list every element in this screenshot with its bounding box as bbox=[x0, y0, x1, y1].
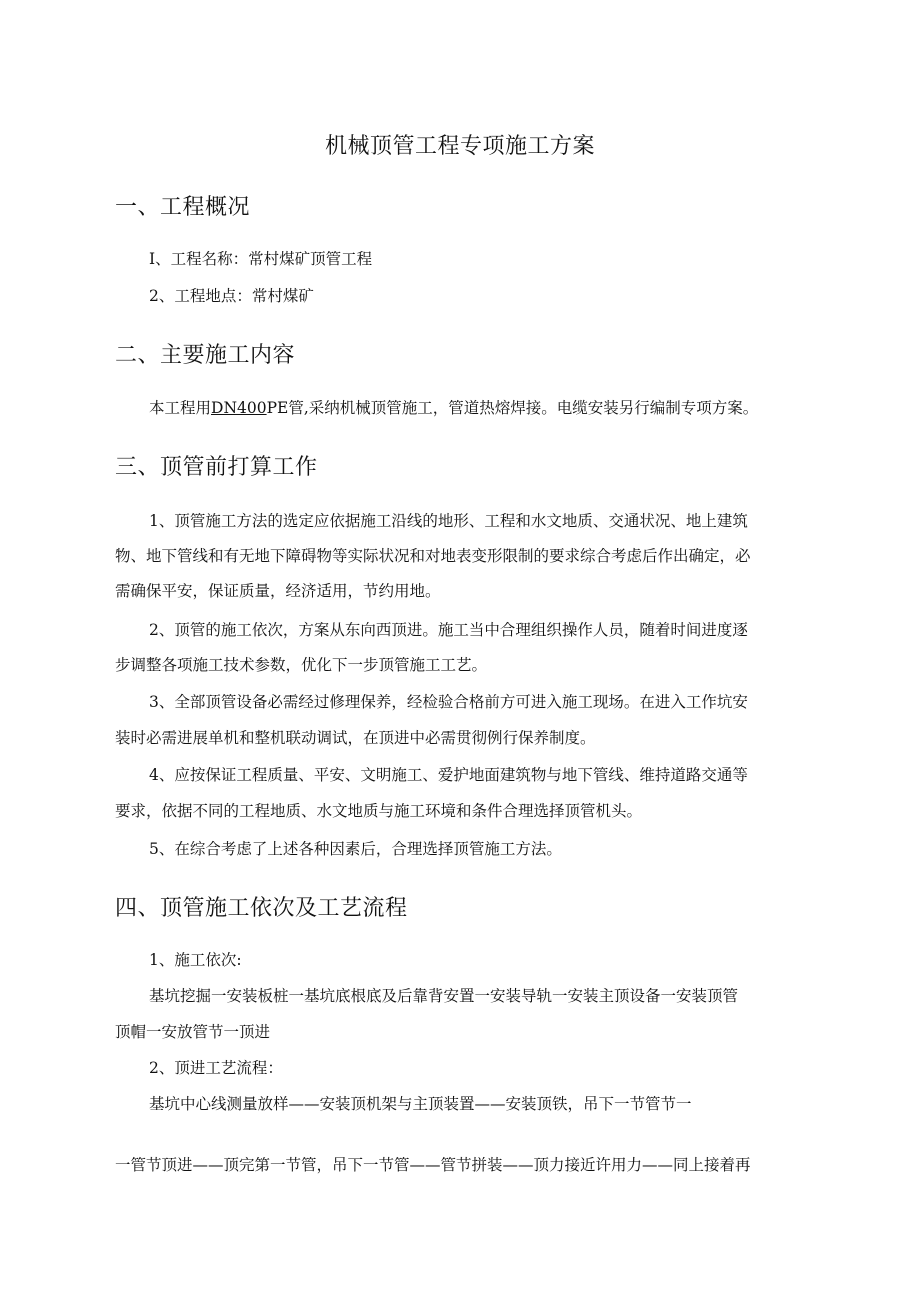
project-location-line: 2、工程地点：常村煤矿 bbox=[149, 287, 314, 305]
section-heading-sequence-process: 四、顶管施工依次及工艺流程 bbox=[115, 896, 408, 921]
main-content-text-pre: 本工程用 bbox=[149, 399, 212, 417]
jacking-process-line-2: 一管节顶进——顶完第一节管，吊下一节管——管节拼装——顶力接近许用力——同上接着再 bbox=[115, 1156, 751, 1174]
jacking-process-subheading: 2、顶进工艺流程： bbox=[149, 1059, 283, 1077]
prep-paragraph-3-line-1: 3、全部顶管设备必需经过修理保养，经检验合格前方可进入施工现场。在进入工作坑安 bbox=[149, 693, 748, 711]
main-content-text-post: PE管,采纳机械顶管施工，管道热熔焊接。电缆安装另行编制专项方案。 bbox=[266, 399, 759, 417]
construction-sequence-line-2: 顶帽一安放管节一顶进 bbox=[115, 1023, 271, 1041]
document-title: 机械顶管工程专项施工方案 bbox=[324, 134, 595, 159]
prep-paragraph-1-line-2: 物、地下管线和有无地下障碍物等实际状况和对地表变形限制的要求综合考虑后作出确定，必 bbox=[115, 547, 751, 565]
main-content-paragraph bbox=[149, 397, 820, 419]
prep-paragraph-5: 5、在综合考虑了上述各种因素后，合理选择顶管施工方法。 bbox=[149, 840, 562, 858]
prep-paragraph-4-line-2: 要求，依据不同的工程地质、水文地质与施工环境和条件合理选择顶管机头。 bbox=[115, 802, 643, 820]
prep-paragraph-1-line-1: 1、顶管施工方法的选定应依据施工沿线的地形、工程和水文地质、交通状况、地上建筑 bbox=[149, 512, 748, 530]
construction-sequence-line-1: 基坑挖掘一安装板桩一基坑底根底及后靠背安置一安装导轨一安装主顶设备一安装顶管 bbox=[149, 987, 739, 1005]
prep-paragraph-1-line-3: 需确保平安，保证质量，经济适用，节约用地。 bbox=[115, 582, 441, 600]
project-name-line: I、工程名称：常村煤矿顶管工程 bbox=[149, 250, 373, 268]
prep-paragraph-2-line-2: 步调整各项施工技术参数，优化下一步顶管施工工艺。 bbox=[115, 656, 488, 674]
prep-paragraph-3-line-2: 装时必需进展单机和整机联动调试，在顶进中必需贯彻例行保养制度。 bbox=[115, 729, 596, 747]
section-heading-overview: 一、工程概况 bbox=[115, 195, 251, 220]
prep-paragraph-2-line-1: 2、顶管的施工依次，方案从东向西顶进。施工当中合理组织操作人员，随着时间进度逐 bbox=[149, 621, 748, 639]
pipe-spec-underlined: DN400 bbox=[211, 399, 267, 417]
section-heading-preparation: 三、顶管前打算工作 bbox=[115, 455, 318, 480]
section-heading-main-content: 二、主要施工内容 bbox=[115, 343, 296, 368]
prep-paragraph-4-line-1: 4、应按保证工程质量、平安、文明施工、爱护地面建筑物与地下管线、维持道路交通等 bbox=[149, 766, 748, 784]
jacking-process-line-1: 基坑中心线测量放样——安装顶机架与主顶装置——安装顶铁，吊下一节管节一 bbox=[149, 1095, 692, 1113]
construction-sequence-subheading: 1、施工依次: bbox=[149, 951, 242, 969]
